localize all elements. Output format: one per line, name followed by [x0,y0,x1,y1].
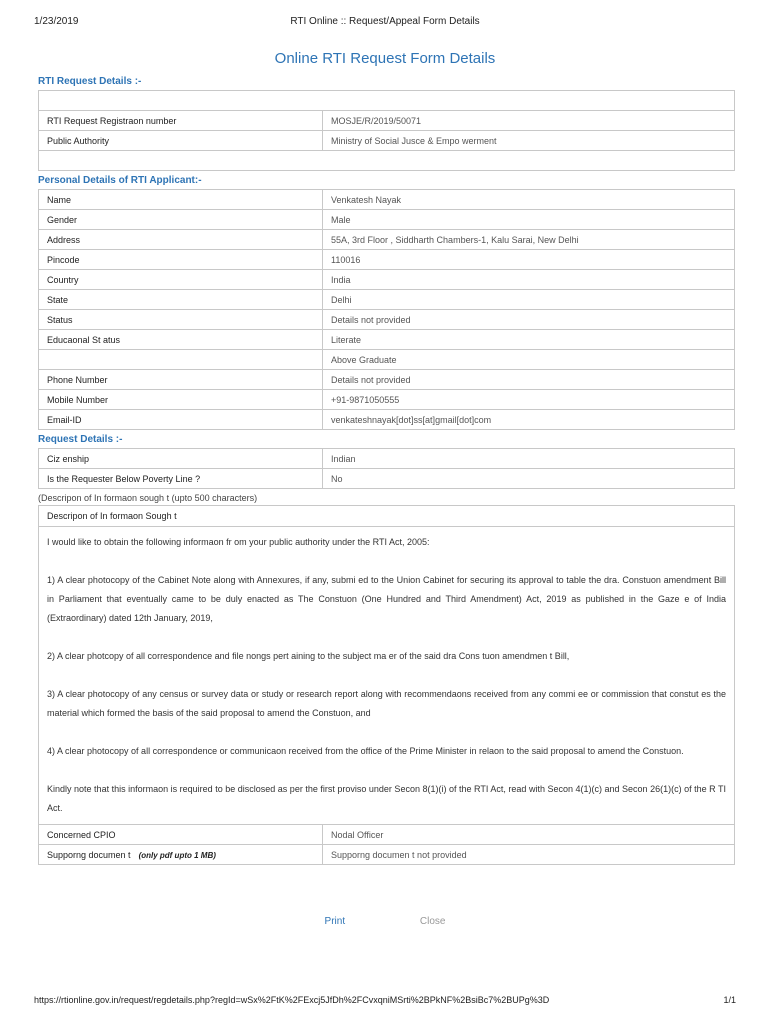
applicant-value: 55A, 3rd Floor , Siddharth Chambers-1, Kalu Sarai, New Delhi [323,230,735,250]
blank-row [39,91,735,111]
description-paragraph: 4) A clear photocopy of all correspondence or communicaon received from the office of the Prime Minister in relaon to the said proposal to amend the Constuon. [47,746,684,756]
page-number: 1/1 [723,995,736,1005]
applicant-label: State [39,290,323,310]
registration-value: MOSJE/R/2019/50071 [323,111,735,131]
table-row [39,330,735,350]
applicant-value: +91-9871050555 [323,390,735,410]
applicant-value: Above Graduate [323,350,735,370]
applicant-label: Name [39,190,323,210]
applicant-value: Details not provided [323,310,735,330]
table-row [39,290,735,310]
applicant-label: Educaonal St atus [39,330,323,350]
table-row [39,825,735,845]
applicant-section-title: Personal Details of RTI Applicant:- [38,175,202,186]
registration-label: RTI Request Registraon number [39,111,323,131]
applicant-value: Venkatesh Nayak [323,190,735,210]
bpl-label: Is the Requester Below Poverty Line ? [39,469,323,489]
action-bar [0,916,770,927]
description-box [38,505,735,824]
description-heading: Descripon of In formaon Sough t [39,506,734,527]
print-header [34,16,736,30]
close-button[interactable]: Close [419,916,446,927]
table-row [39,370,735,390]
applicant-value: Literate [323,330,735,350]
applicant-label: Address [39,230,323,250]
table-row [39,410,735,430]
citizenship-label: Ciz enship [39,449,323,469]
applicant-label: Status [39,310,323,330]
bpl-value: No [323,469,735,489]
description-paragraph: 3) A clear photocopy of any census or survey data or study or research report along with recommendaons received from any commi ee or commission that constut es the material which formed the basis of the said proposal to amend the Constuon, and [47,689,726,718]
applicant-value: India [323,270,735,290]
description-note: (Descripon of In formaon sough t (upto 500 characters) [38,493,258,503]
applicant-value: venkateshnayak[dot]ss[at]gmail[dot]com [323,410,735,430]
applicant-label: Email-ID [39,410,323,430]
request-table [38,448,735,489]
applicant-value: Male [323,210,735,230]
request-section-title: Request Details :- [38,434,123,445]
table-row [39,250,735,270]
table-row [39,131,735,151]
cpio-value: Nodal Officer [323,825,735,845]
applicant-table [38,189,735,430]
blank-row [39,151,735,171]
authority-value: Ministry of Social Jusce & Empo werment [323,131,735,151]
table-row [39,469,735,489]
table-row [39,111,735,131]
page-title: Online RTI Request Form Details [274,50,496,67]
applicant-label: Gender [39,210,323,230]
description-paragraph: 1) A clear photocopy of the Cabinet Note along with Annexures, if any, submi ed to the Union Cabinet for securing its approval to table the dra. Constuon amendment Bill in Parliament that eventually came to be duly enacted as The Constuon (One Hundred and Third Amendment) Act, 2019 as published in the Gaze e of India (Extraordinary) dated 12th January, 2019, [47,575,726,623]
print-date: 1/23/2019 [34,16,79,27]
table-row [39,190,735,210]
applicant-value: 110016 [323,250,735,270]
form-content [38,72,735,865]
print-page-title: RTI Online :: Request/Appeal Form Details [290,16,480,27]
cpio-table [38,824,735,865]
citizenship-value: Indian [323,449,735,469]
rti-request-section-title: RTI Request Details :- [38,76,142,87]
table-row [39,210,735,230]
applicant-label: Pincode [39,250,323,270]
rti-request-table [38,90,735,171]
table-row [39,350,735,370]
print-footer [34,995,736,1009]
applicant-label: Phone Number [39,370,323,390]
page-url: https://rtionline.gov.in/request/regdetails.php?regId=wSx%2FtK%2FExcj5JfDh%2FCvxqniMSrti%2BPkNF%2BsiBc7%2BUPg%3D [34,995,550,1005]
description-paragraph: 2) A clear photcopy of all correspondence and file nongs pert aining to the subject ma er of the said dra Cons tuon amendmen t Bill, [47,651,570,661]
table-row [39,390,735,410]
description-paragraph: Kindly note that this informaon is required to be disclosed as per the first proviso under Secon 8(1)(i) of the RTI Act, read with Secon 4(1)(c) and Secon 26(1)(c) of the R TI Act. [47,784,726,813]
supporting-doc-label: Supporng documen t [47,849,131,860]
supporting-doc-value: Supporng documen t not provided [323,845,735,865]
cpio-label: Concerned CPIO [39,825,323,845]
applicant-value: Delhi [323,290,735,310]
authority-label: Public Authority [39,131,323,151]
table-row [39,310,735,330]
applicant-label [39,350,323,370]
supporting-doc-label-cell [39,845,323,865]
supporting-doc-note: (only pdf upto 1 MB) [138,850,216,860]
table-row [39,449,735,469]
table-row [39,845,735,865]
applicant-label: Mobile Number [39,390,323,410]
description-body [39,527,734,824]
table-row [39,270,735,290]
applicant-label: Country [39,270,323,290]
applicant-value: Details not provided [323,370,735,390]
description-paragraph: I would like to obtain the following informaon fr om your public authority under the RTI Act, 2005: [47,537,430,547]
table-row [39,230,735,250]
print-button[interactable]: Print [324,916,346,927]
